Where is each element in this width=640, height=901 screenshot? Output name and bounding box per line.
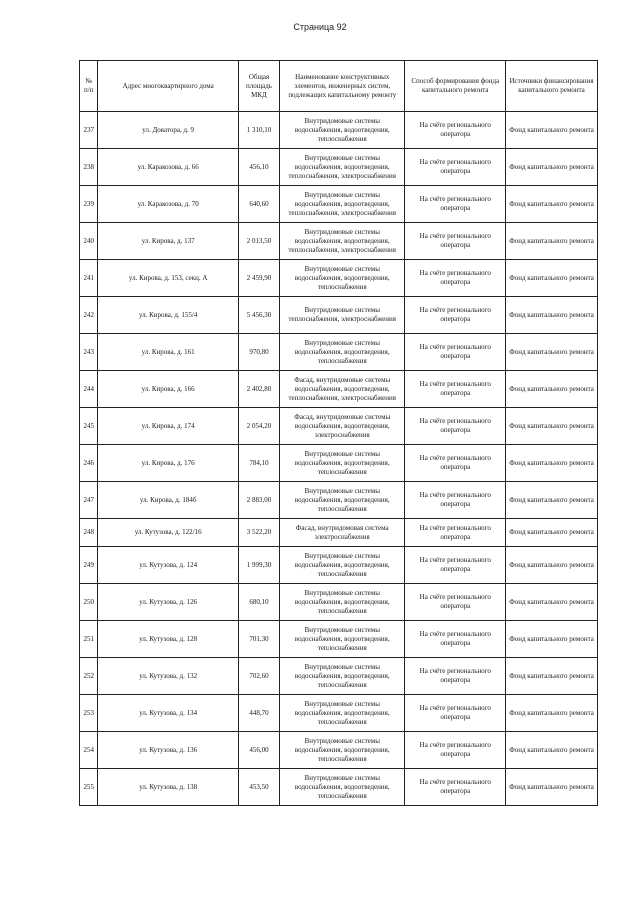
table-body bbox=[80, 112, 598, 806]
cell-address: ул. Кирова, д. 174 bbox=[98, 408, 239, 445]
cell-number: 237 bbox=[80, 112, 98, 149]
cell-address: ул. Кутузова, д. 128 bbox=[98, 621, 239, 658]
cell-source: Фонд капитального ремонта bbox=[506, 732, 598, 769]
table-row bbox=[80, 482, 598, 519]
cell-source: Фонд капитального ремонта bbox=[506, 519, 598, 547]
cell-works: Внутридомовые системы водоснабжения, водоотведения, теплоснабжения, электроснабжения bbox=[280, 149, 405, 186]
cell-method: На счёте регионального оператора bbox=[405, 769, 506, 806]
cell-number: 241 bbox=[80, 260, 98, 297]
cell-works: Фасад, внутридомовая система электроснабжения bbox=[280, 519, 405, 547]
cell-source: Фонд капитального ремонта bbox=[506, 584, 598, 621]
cell-method: На счёте регионального оператора bbox=[405, 584, 506, 621]
cell-works: Внутридомовые системы водоснабжения, водоотведения, теплоснабжения bbox=[280, 334, 405, 371]
cell-number: 252 bbox=[80, 658, 98, 695]
cell-method: На счёте регионального оператора bbox=[405, 547, 506, 584]
cell-method: На счёте регионального оператора bbox=[405, 621, 506, 658]
cell-area: 5 456,30 bbox=[238, 297, 279, 334]
table-row bbox=[80, 112, 598, 149]
cell-method: На счёте регионального оператора bbox=[405, 186, 506, 223]
cell-area: 456,10 bbox=[238, 149, 279, 186]
table-row bbox=[80, 519, 598, 547]
cell-address: ул. Кутузова, д. 138 bbox=[98, 769, 239, 806]
cell-method: На счёте регионального оператора bbox=[405, 732, 506, 769]
cell-number: 247 bbox=[80, 482, 98, 519]
cell-area: 456,00 bbox=[238, 732, 279, 769]
cell-area: 970,80 bbox=[238, 334, 279, 371]
cell-address: ул. Кирова, д. 176 bbox=[98, 445, 239, 482]
table-row bbox=[80, 695, 598, 732]
cell-source: Фонд капитального ремонта bbox=[506, 371, 598, 408]
table-row bbox=[80, 371, 598, 408]
table-row bbox=[80, 186, 598, 223]
cell-area: 3 522,20 bbox=[238, 519, 279, 547]
cell-area: 448,70 bbox=[238, 695, 279, 732]
table-row bbox=[80, 547, 598, 584]
column-header-area: Общая площадь МКД bbox=[238, 61, 279, 112]
cell-method: На счёте регионального оператора bbox=[405, 658, 506, 695]
cell-source: Фонд капитального ремонта bbox=[506, 769, 598, 806]
table-row bbox=[80, 260, 598, 297]
cell-works: Внутридомовые системы водоснабжения, водоотведения, теплоснабжения bbox=[280, 482, 405, 519]
cell-works: Внутридомовые системы водоснабжения, водоотведения, теплоснабжения bbox=[280, 695, 405, 732]
cell-works: Внутридомовые системы водоснабжения, водоотведения, теплоснабжения, электроснабжения bbox=[280, 186, 405, 223]
cell-address: ул. Кирова, д. 161 bbox=[98, 334, 239, 371]
cell-method: На счёте регионального оператора bbox=[405, 297, 506, 334]
cell-works: Фасад, внутридомовые системы водоснабжения, водоотведения, теплоснабжения, электроснабжения bbox=[280, 371, 405, 408]
cell-method: На счёте регионального оператора bbox=[405, 112, 506, 149]
table-row bbox=[80, 408, 598, 445]
cell-method: На счёте регионального оператора bbox=[405, 260, 506, 297]
cell-works: Внутридомовые системы водоснабжения, водоотведения, теплоснабжения bbox=[280, 584, 405, 621]
table-row bbox=[80, 223, 598, 260]
cell-address: ул. Каракозова, д. 70 bbox=[98, 186, 239, 223]
table-header bbox=[80, 61, 598, 112]
cell-source: Фонд капитального ремонта bbox=[506, 482, 598, 519]
cell-area: 640,60 bbox=[238, 186, 279, 223]
cell-number: 251 bbox=[80, 621, 98, 658]
table-row bbox=[80, 769, 598, 806]
cell-source: Фонд капитального ремонта bbox=[506, 445, 598, 482]
cell-source: Фонд капитального ремонта bbox=[506, 112, 598, 149]
repair-registry-table bbox=[79, 60, 598, 806]
cell-area: 453,50 bbox=[238, 769, 279, 806]
page-number-header: Страница 92 bbox=[293, 22, 347, 32]
cell-address: ул. Кутузова, д. 134 bbox=[98, 695, 239, 732]
cell-address: ул. Доватора, д. 9 bbox=[98, 112, 239, 149]
cell-area: 702,60 bbox=[238, 658, 279, 695]
cell-address: ул. Каракозова, д. 66 bbox=[98, 149, 239, 186]
cell-address: ул. Кирова, д. 137 bbox=[98, 223, 239, 260]
cell-method: На счёте регионального оператора bbox=[405, 695, 506, 732]
cell-number: 255 bbox=[80, 769, 98, 806]
cell-source: Фонд капитального ремонта bbox=[506, 695, 598, 732]
table-row bbox=[80, 621, 598, 658]
cell-number: 254 bbox=[80, 732, 98, 769]
cell-source: Фонд капитального ремонта bbox=[506, 658, 598, 695]
cell-number: 243 bbox=[80, 334, 98, 371]
cell-works: Внутридомовые системы водоснабжения, водоотведения, теплоснабжения bbox=[280, 658, 405, 695]
cell-works: Внутридомовые системы водоснабжения, водоотведения, теплоснабжения bbox=[280, 445, 405, 482]
cell-works: Внутридомовые системы теплоснабжения, электроснабжения bbox=[280, 297, 405, 334]
cell-method: На счёте регионального оператора bbox=[405, 519, 506, 547]
cell-address: ул. Кутузова, д. 124 bbox=[98, 547, 239, 584]
cell-area: 784,10 bbox=[238, 445, 279, 482]
cell-number: 249 bbox=[80, 547, 98, 584]
cell-area: 2 883,00 bbox=[238, 482, 279, 519]
table-row bbox=[80, 297, 598, 334]
cell-source: Фонд капитального ремонта bbox=[506, 297, 598, 334]
cell-address: ул. Кутузова, д. 122/16 bbox=[98, 519, 239, 547]
cell-works: Внутридомовые системы водоснабжения, водоотведения, теплоснабжения bbox=[280, 112, 405, 149]
cell-works: Внутридомовые системы водоснабжения, водоотведения, теплоснабжения bbox=[280, 621, 405, 658]
column-header-works: Наименование конструктивных элементов, инженерных систем, подлежащих капитальному ремонту bbox=[280, 61, 405, 112]
cell-number: 245 bbox=[80, 408, 98, 445]
cell-method: На счёте регионального оператора bbox=[405, 408, 506, 445]
table-row bbox=[80, 584, 598, 621]
cell-address: ул. Кирова, д. 166 bbox=[98, 371, 239, 408]
cell-area: 2 402,80 bbox=[238, 371, 279, 408]
cell-source: Фонд капитального ремонта bbox=[506, 334, 598, 371]
cell-address: ул. Кирова, д. 184б bbox=[98, 482, 239, 519]
cell-address: ул. Кирова, д. 155/4 bbox=[98, 297, 239, 334]
column-header-source: Источники финансирования капитального ремонта bbox=[506, 61, 598, 112]
header-row bbox=[80, 61, 598, 112]
cell-source: Фонд капитального ремонта bbox=[506, 223, 598, 260]
cell-number: 244 bbox=[80, 371, 98, 408]
cell-source: Фонд капитального ремонта bbox=[506, 621, 598, 658]
cell-source: Фонд капитального ремонта bbox=[506, 186, 598, 223]
table-row bbox=[80, 732, 598, 769]
cell-area: 701,30 bbox=[238, 621, 279, 658]
cell-works: Фасад, внутридомовые системы водоснабжения, водоотведения, электроснабжения bbox=[280, 408, 405, 445]
cell-number: 248 bbox=[80, 519, 98, 547]
cell-method: На счёте регионального оператора bbox=[405, 445, 506, 482]
cell-source: Фонд капитального ремонта bbox=[506, 547, 598, 584]
cell-area: 1 310,10 bbox=[238, 112, 279, 149]
cell-address: ул. Кутузова, д. 126 bbox=[98, 584, 239, 621]
cell-works: Внутридомовые системы водоснабжения, водоотведения, теплоснабжения bbox=[280, 732, 405, 769]
cell-address: ул. Кутузова, д. 132 bbox=[98, 658, 239, 695]
cell-works: Внутридомовые системы водоснабжения, водоотведения, теплоснабжения bbox=[280, 547, 405, 584]
cell-method: На счёте регионального оператора bbox=[405, 149, 506, 186]
table-row bbox=[80, 658, 598, 695]
cell-source: Фонд капитального ремонта bbox=[506, 260, 598, 297]
cell-method: На счёте регионального оператора bbox=[405, 482, 506, 519]
cell-number: 238 bbox=[80, 149, 98, 186]
cell-works: Внутридомовые системы водоснабжения, водоотведения, теплоснабжения bbox=[280, 260, 405, 297]
cell-number: 246 bbox=[80, 445, 98, 482]
cell-works: Внутридомовые системы водоснабжения, водоотведения, теплоснабжения bbox=[280, 769, 405, 806]
cell-number: 239 bbox=[80, 186, 98, 223]
cell-number: 240 bbox=[80, 223, 98, 260]
cell-method: На счёте регионального оператора bbox=[405, 334, 506, 371]
cell-source: Фонд капитального ремонта bbox=[506, 149, 598, 186]
cell-area: 1 999,30 bbox=[238, 547, 279, 584]
column-header-number: № п/п bbox=[80, 61, 98, 112]
cell-address: ул. Кирова, д. 153, секц. А bbox=[98, 260, 239, 297]
cell-number: 242 bbox=[80, 297, 98, 334]
cell-area: 2 013,50 bbox=[238, 223, 279, 260]
cell-area: 680,10 bbox=[238, 584, 279, 621]
cell-address: ул. Кутузова, д. 136 bbox=[98, 732, 239, 769]
cell-number: 250 bbox=[80, 584, 98, 621]
cell-method: На счёте регионального оператора bbox=[405, 223, 506, 260]
cell-area: 2 459,90 bbox=[238, 260, 279, 297]
cell-works: Внутридомовые системы водоснабжения, водоотведения, теплоснабжения, электроснабжения bbox=[280, 223, 405, 260]
cell-area: 2 054,20 bbox=[238, 408, 279, 445]
table-row bbox=[80, 149, 598, 186]
column-header-method: Способ формирования фонда капитального ремонта bbox=[405, 61, 506, 112]
table-row bbox=[80, 445, 598, 482]
cell-method: На счёте регионального оператора bbox=[405, 371, 506, 408]
table-row bbox=[80, 334, 598, 371]
column-header-address: Адрес многоквартирного дома bbox=[98, 61, 239, 112]
cell-source: Фонд капитального ремонта bbox=[506, 408, 598, 445]
cell-number: 253 bbox=[80, 695, 98, 732]
